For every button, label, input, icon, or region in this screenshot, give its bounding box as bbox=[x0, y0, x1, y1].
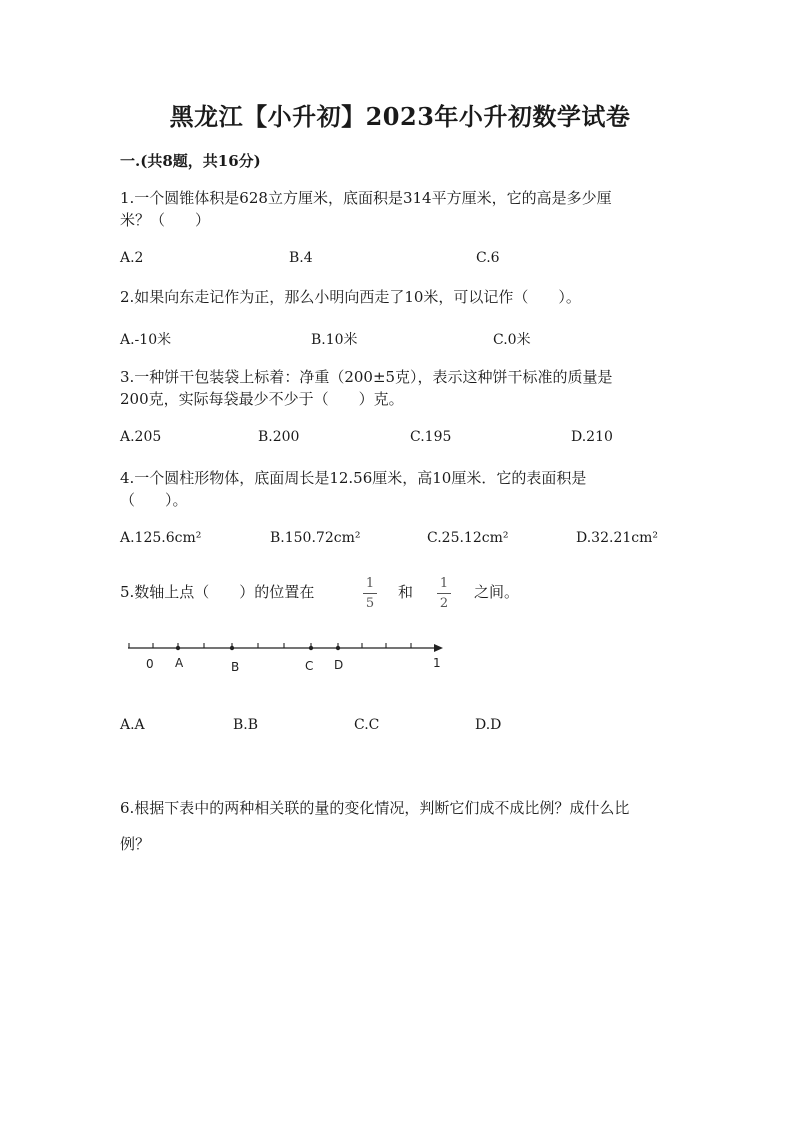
point-b-dot bbox=[230, 646, 234, 650]
question-3-option-c: C.195 bbox=[410, 429, 452, 445]
question-4-option-c: C.25.12cm² bbox=[427, 530, 509, 546]
question-6-line2: 例？ bbox=[120, 835, 151, 853]
question-1-option-a: A.2 bbox=[120, 250, 144, 266]
label-a: A bbox=[175, 656, 184, 670]
fraction-denominator: 2 bbox=[439, 596, 449, 611]
question-5-suffix: 之间。 bbox=[474, 583, 520, 601]
label-zero: 0 bbox=[146, 657, 154, 671]
label-c: C bbox=[305, 659, 314, 673]
fraction-denominator: 5 bbox=[365, 596, 375, 611]
question-4-line1: 4.一个圆柱形物体，底面周长是12.56厘米，高10厘米．它的表面积是 bbox=[120, 469, 587, 487]
question-1-option-b: B.4 bbox=[289, 250, 313, 266]
question-2-line1: 2.如果向东走记作为正，那么小明向西走了10米，可以记作（ ）。 bbox=[120, 288, 581, 306]
point-d-dot bbox=[336, 646, 340, 650]
question-3-line1: 3.一种饼干包装袋上标着：净重（200±5克），表示这种饼干标准的质量是 bbox=[120, 368, 613, 386]
fraction-numerator: 1 bbox=[439, 576, 449, 591]
question-4-option-a: A.125.6cm² bbox=[120, 530, 202, 546]
question-6-line1: 6.根据下表中的两种相关联的量的变化情况，判断它们成不成比例？成什么比 bbox=[120, 799, 630, 817]
question-5-option-d: D.D bbox=[475, 717, 502, 733]
question-4-option-d: D.32.21cm² bbox=[576, 530, 658, 546]
question-3-line2: 200克，实际每袋最少不少于（ ）克。 bbox=[120, 390, 404, 408]
question-2-option-b: B.10米 bbox=[311, 332, 358, 348]
question-3-option-d: D.210 bbox=[571, 429, 613, 445]
label-d: D bbox=[334, 658, 344, 672]
number-line-ticks bbox=[129, 643, 411, 648]
section-heading: 一.(共8题，共16分) bbox=[120, 152, 261, 170]
question-5-option-c: C.C bbox=[354, 717, 380, 733]
question-1-option-c: C.6 bbox=[476, 250, 500, 266]
question-3-option-a: A.205 bbox=[120, 429, 162, 445]
number-line-arrow bbox=[434, 644, 443, 652]
question-5-option-a: A.A bbox=[120, 717, 145, 733]
question-4-option-b: B.150.72cm² bbox=[270, 530, 361, 546]
question-2-option-a: A.-10米 bbox=[120, 332, 172, 348]
question-6 bbox=[120, 790, 680, 862]
point-c-dot bbox=[309, 646, 313, 650]
question-5-prefix: 5.数轴上点（ ）的位置在 bbox=[120, 583, 315, 601]
question-5-and: 和 bbox=[398, 583, 414, 601]
question-4-line2: （ ）。 bbox=[120, 491, 188, 509]
label-one: 1 bbox=[433, 656, 441, 670]
question-2-option-c: C.0米 bbox=[493, 332, 531, 348]
page-title: 黑龙江【小升初】2023年小升初数学试卷 bbox=[169, 102, 631, 131]
point-a-dot bbox=[176, 646, 180, 650]
question-3-option-b: B.200 bbox=[258, 429, 300, 445]
label-b: B bbox=[231, 660, 240, 674]
question-1-line2: 米？（ ） bbox=[120, 211, 211, 229]
question-5-option-b: B.B bbox=[233, 717, 259, 733]
fraction-numerator: 1 bbox=[365, 576, 375, 591]
question-1-line1: 1.一个圆锥体积是628立方厘米，底面积是314平方厘米，它的高是多少厘 bbox=[120, 189, 612, 207]
